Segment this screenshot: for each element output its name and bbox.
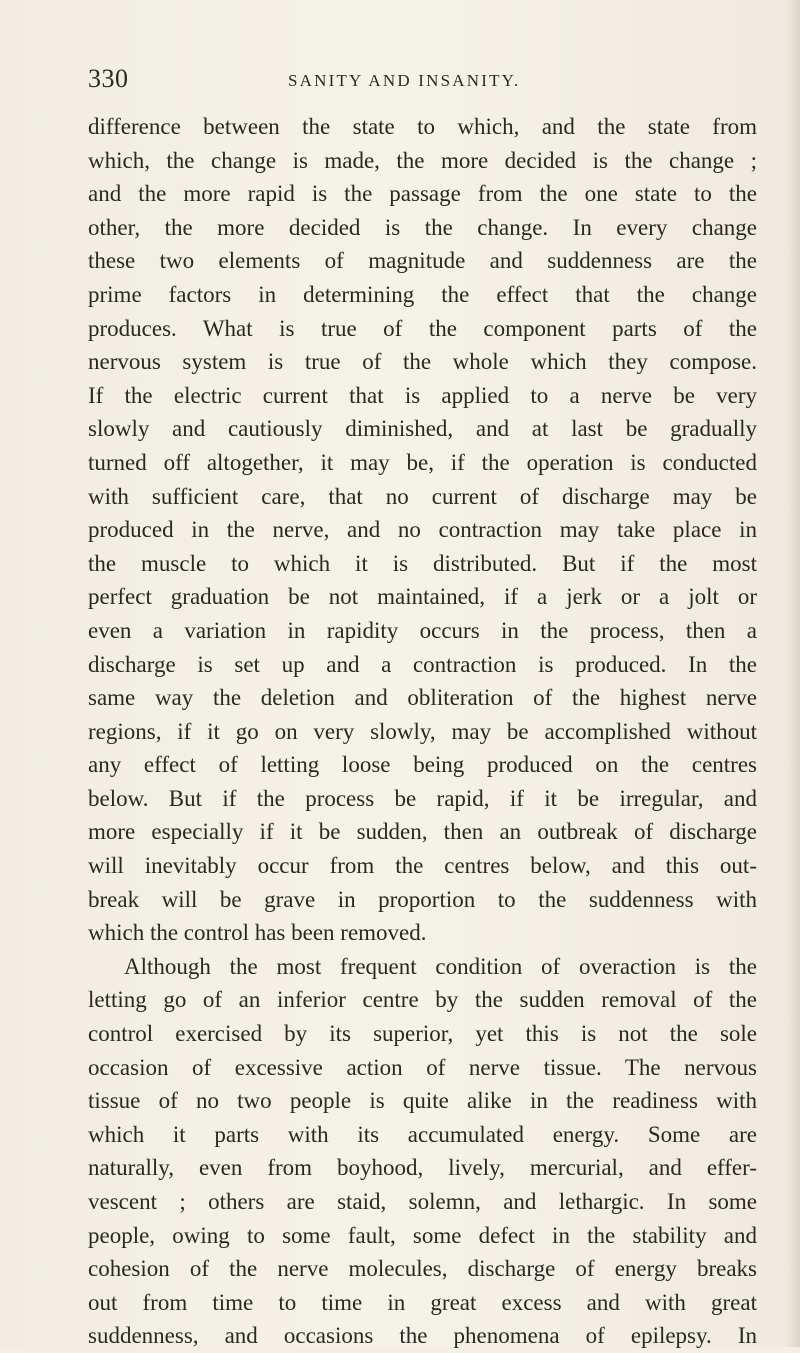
text-line: prime factors in determining the effect that the change	[88, 281, 757, 307]
text-line: below. But if the process be rapid, if it be irregular, and	[88, 785, 757, 811]
running-head: SANITY AND INSANITY.	[288, 71, 521, 90]
text-line: difference between the state to which, and the state from	[88, 114, 757, 139]
page-edge-shadow	[786, 0, 800, 1347]
text-line: occasion of excessive action of nerve tissue. The nervous	[88, 1054, 757, 1080]
text-line: suddenness, and occasions the phenomena of epilepsy. In	[88, 1323, 757, 1349]
text-line: the muscle to which it is distributed. But if the most	[88, 550, 757, 576]
text-line: turned off altogether, it may be, if the operation is conducted	[88, 449, 757, 475]
text-line: break will be grave in proportion to the suddenness with	[88, 886, 757, 912]
body-text	[88, 110, 757, 1353]
text-line: regions, if it go on very slowly, may be accomplished without	[88, 718, 757, 744]
text-line: perfect graduation be not maintained, if a jerk or a jolt or	[88, 584, 757, 610]
text-line: tissue of no two people is quite alike in the readiness with	[88, 1088, 757, 1114]
text-line: with sufficient care, that no current of discharge may be	[88, 483, 757, 509]
text-line: discharge is set up and a contraction is produced. In the	[88, 651, 757, 677]
text-line: If the electric current that is applied to a nerve be very	[88, 382, 757, 408]
text-line: other, the more decided is the change. In every change	[88, 214, 757, 240]
text-line: will inevitably occur from the centres below, and this out-	[88, 853, 757, 879]
text-line: out from time to time in great excess and with great	[88, 1289, 757, 1315]
text-line: nervous system is true of the whole which they compose.	[88, 349, 757, 375]
text-line: produces. What is true of the component parts of the	[88, 315, 757, 341]
text-line: these two elements of magnitude and suddenness are the	[88, 248, 757, 274]
text-line: cohesion of the nerve molecules, discharge of energy breaks	[88, 1256, 757, 1282]
page-header	[88, 64, 748, 100]
text-line: slowly and cautiously diminished, and at last be gradually	[88, 416, 757, 442]
text-line: more especially if it be sudden, then an outbreak of discharge	[88, 819, 757, 845]
text-line: control exercised by its superior, yet this is not the sole	[88, 1021, 757, 1047]
text-line: any effect of letting loose being produced on the centres	[88, 752, 757, 778]
text-line: even a variation in rapidity occurs in the process, then a	[88, 617, 757, 643]
text-line: which, the change is made, the more decided is the change ;	[88, 147, 757, 173]
text-line: letting go of an inferior centre by the sudden removal of the	[88, 987, 757, 1013]
text-line-paragraph-start: Although the most frequent condition of overaction is the	[124, 953, 757, 979]
text-line: and the more rapid is the passage from the one state to the	[88, 181, 757, 207]
text-line: produced in the nerve, and no contraction may take place in	[88, 517, 757, 543]
text-line: naturally, even from boyhood, lively, mercurial, and effer-	[88, 1155, 757, 1181]
text-line: same way the deletion and obliteration of the highest nerve	[88, 685, 757, 711]
text-line: vescent ; others are staid, solemn, and lethargic. In some	[88, 1189, 757, 1214]
text-line: people, owing to some fault, some defect in the stability and	[88, 1222, 757, 1248]
text-line: which it parts with its accumulated energy. Some are	[88, 1121, 757, 1147]
text-line-paragraph-end: which the control has been removed.	[88, 920, 427, 946]
page-number: 330	[88, 64, 129, 93]
